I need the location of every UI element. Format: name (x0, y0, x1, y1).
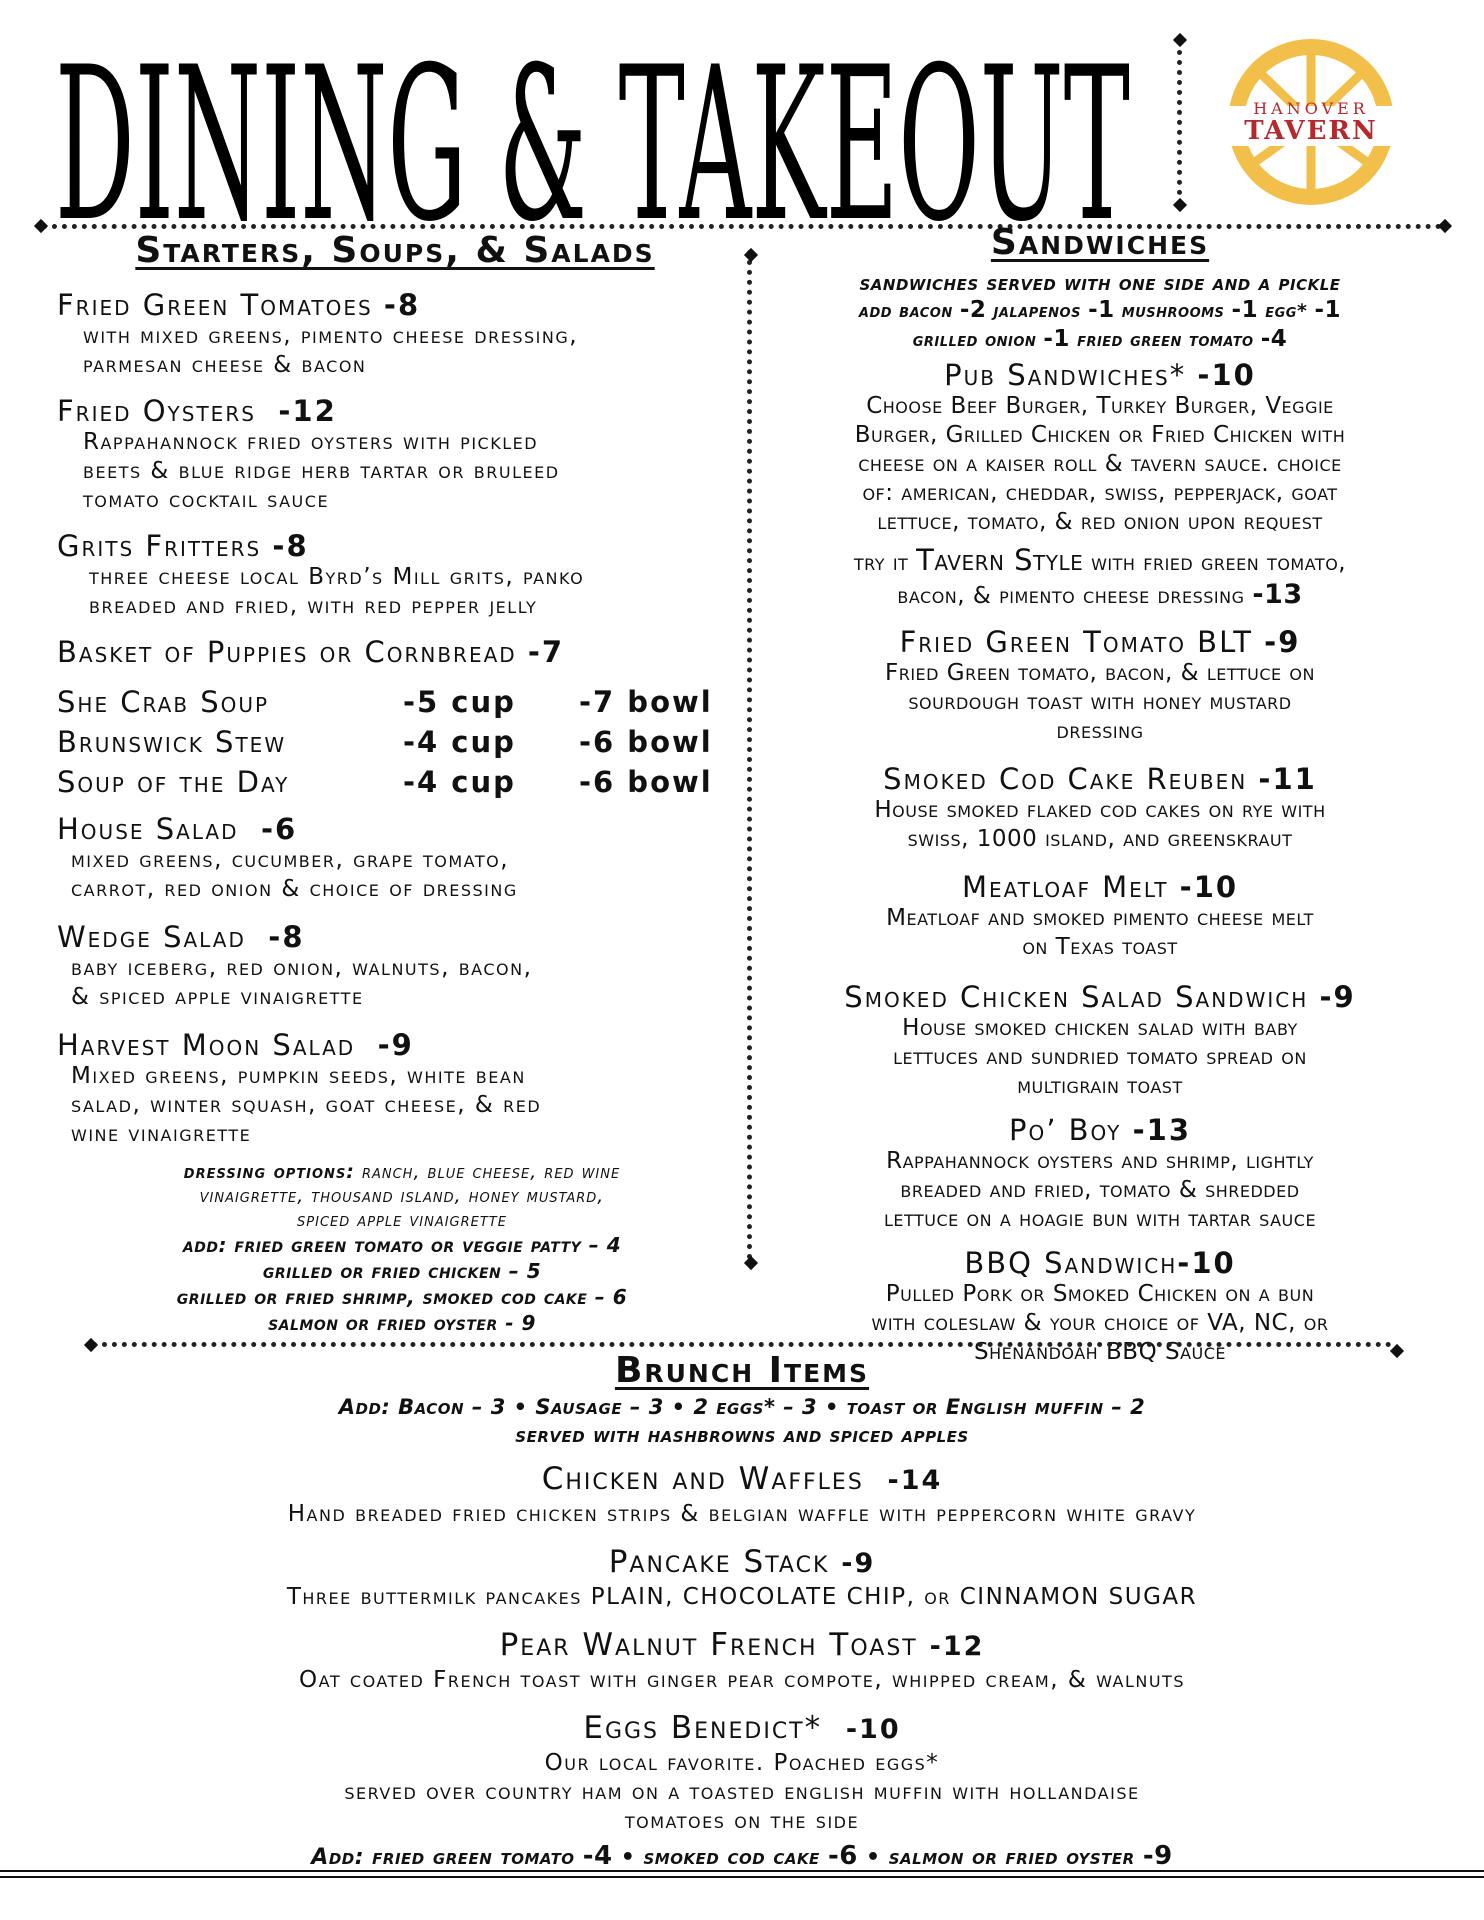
item-price: -13 (1132, 1113, 1192, 1147)
item-price: -9 (1264, 625, 1301, 659)
soup-bowl-price: -7 bowl (579, 685, 713, 719)
item-desc: carrot, red onion & choice of dressing (71, 876, 518, 902)
item-desc: Oat coated French toast with ginger pear compote, whipped cream, & walnuts (299, 1667, 1185, 1693)
soup-row (57, 762, 747, 802)
item-name: Basket of Puppies or Cornbread (57, 635, 517, 669)
item-desc: Rappahannock oysters and shrimp, lightly (886, 1148, 1314, 1174)
item-desc: served over country ham on a toasted english muffin with hollandaise (344, 1779, 1140, 1805)
bottom-rule (0, 1876, 1484, 1878)
item-price: -9 (841, 1548, 876, 1579)
soup-bowl-price: -6 bowl (579, 765, 713, 799)
menu-item-house-salad (57, 812, 747, 904)
item-desc: lettuce on a hoagie bun with tartar sauce (883, 1206, 1317, 1232)
item-desc: breaded and fried, with red pepper jelly (89, 593, 538, 619)
brunch-heading: Brunch Items (614, 1350, 870, 1391)
benedict-addons: Add: fried green tomato -4 • smoked cod cake -6 • salmon or fried oyster -9 (311, 1841, 1173, 1871)
soups-table (57, 682, 747, 802)
soup-row (57, 682, 747, 722)
item-desc: beets & blue ridge herb tartar or bruleed (83, 458, 560, 484)
item-name: Fried Green Tomatoes (57, 288, 373, 322)
item-desc: on Texas toast (1022, 934, 1178, 960)
item-desc: Burger, Grilled Chicken or Fried Chicken with (854, 422, 1346, 448)
item-price: -10 (1179, 870, 1239, 904)
item-name: Pear Walnut French Toast (499, 1627, 918, 1663)
item-price: -8 (383, 288, 421, 322)
menu-item-chicken-and-waffles (0, 1460, 1484, 1529)
divider-diamond (1438, 219, 1452, 233)
item-name: House Salad (57, 812, 239, 846)
menu-title-text: DINING & TAKEOUT (55, 30, 1130, 230)
item-desc: Hand breaded fried chicken strips & belgian waffle with peppercorn white gravy (287, 1501, 1197, 1527)
brunch-served-with: served with hashbrowns and spiced apples (515, 1423, 969, 1447)
menu-item-grits-fritters (57, 529, 747, 621)
item-name: Wedge Salad (57, 920, 246, 954)
soup-cup-price: -4 cup (403, 725, 516, 759)
menu-item-pub-sandwiches (760, 358, 1440, 537)
item-price: -8 (272, 529, 309, 563)
item-desc: baby iceberg, red onion, walnuts, bacon, (71, 955, 533, 981)
salad-addon-line: grilled or fried shrimp, smoked cod cake – 6 (176, 1285, 628, 1309)
starters-list (57, 288, 747, 683)
menu-item-eggs-benedict (0, 1709, 1484, 1836)
item-price: -14 (887, 1465, 943, 1496)
menu-item-wedge-salad (57, 920, 747, 1012)
brunch-intro (0, 1393, 1484, 1449)
sandwich-addons-2: grilled onion -1 fried green tomato -4 (912, 326, 1288, 352)
item-desc: wine vinaigrette (71, 1121, 252, 1147)
menu-item-pancake-stack (0, 1543, 1484, 1612)
item-desc: Rappahannock fried oysters with pickled (83, 429, 539, 455)
dressing-line: ranch, blue cheese, red wine (354, 1161, 621, 1183)
menu-item-cod-cake-reuben (760, 762, 1440, 854)
item-price: -6 (260, 812, 298, 846)
brunch-divider (92, 1342, 1392, 1347)
logo-text-top: HANOVER (1253, 99, 1369, 118)
menu-item-fgt-blt (760, 625, 1440, 746)
item-desc: mixed greens, cucumber, grape tomato, (71, 847, 510, 873)
item-desc: Fried Green tomato, bacon, & lettuce on (884, 660, 1315, 686)
item-price: -12 (278, 394, 337, 428)
item-desc: three cheese local Byrd’s Mill grits, panko (89, 564, 585, 590)
item-price: -7 (527, 635, 565, 669)
soup-row (57, 722, 747, 762)
soup-name: She Crab Soup (57, 685, 270, 719)
item-name: Smoked Chicken Salad Sandwich (844, 980, 1309, 1014)
item-desc: breaded and fried, tomato & shredded (900, 1177, 1300, 1203)
dressing-line: vinaigrette, thousand island, honey mustard, (199, 1185, 605, 1207)
item-price: -11 (1258, 762, 1317, 796)
item-desc: lettuces and sundried tomato spread on (893, 1044, 1307, 1070)
item-price: -12 (929, 1631, 985, 1662)
item-price: -10 (1197, 358, 1256, 392)
sandwich-intro (760, 270, 1440, 354)
menu-item-fried-oysters (57, 394, 747, 515)
item-desc: Pulled Pork or Smoked Chicken on a bun (885, 1281, 1315, 1307)
item-name: Harvest Moon Salad (57, 1028, 356, 1062)
item-name: Grits Fritters (57, 529, 262, 563)
divider-diamond (1173, 33, 1187, 47)
item-desc: & spiced apple vinaigrette (71, 984, 364, 1010)
item-price: -9 (1319, 980, 1356, 1014)
item-desc: Choose Beef Burger, Turkey Burger, Veggie (866, 393, 1334, 419)
item-desc: lettuce, tomato, & red onion upon request (877, 509, 1323, 535)
item-desc: Our local favorite. Poached eggs* (544, 1750, 940, 1776)
menu-title (55, 30, 1130, 230)
salad-addon-line: add: fried green tomato or veggie patty – 4 (182, 1233, 622, 1257)
sandwich-intro-line: sandwiches served with one side and a pickle (859, 271, 1341, 295)
item-desc: parmesan cheese & bacon (83, 352, 367, 378)
item-price: -9 (377, 1028, 414, 1062)
brunch-addons: Add: Bacon – 3 • Sausage – 3 • 2 eggs* – 3 • toast or English muffin – 2 (338, 1395, 1146, 1419)
item-price: -8 (268, 920, 305, 954)
starters-heading: Starters, Soups, & Salads (135, 230, 655, 271)
item-desc: multigrain toast (1017, 1073, 1183, 1099)
item-desc: House smoked chicken salad with baby (902, 1015, 1298, 1041)
brunch-list (0, 1460, 1484, 1874)
item-name: Fried Green Tomato BLT (899, 625, 1253, 659)
item-desc: Meatloaf and smoked pimento cheese melt (886, 905, 1314, 931)
soup-cup-price: -5 cup (403, 685, 516, 719)
item-desc: Three buttermilk pancakes PLAIN, CHOCOLATE CHIP, or CINNAMON SUGAR (286, 1584, 1198, 1610)
column-divider (747, 250, 752, 1260)
item-desc: Shenandoah BBQ Sauce (973, 1339, 1227, 1365)
menu-item-basket (57, 635, 747, 669)
item-desc: dressing (1056, 718, 1144, 744)
dressing-label: dressing options: (183, 1161, 355, 1183)
salad-addon-line: grilled or fried chicken – 5 (262, 1259, 542, 1283)
item-desc: tomato cocktail sauce (83, 487, 330, 513)
item-desc: with mixed greens, pimento cheese dressing, (83, 323, 579, 349)
item-name: Fried Oysters (57, 394, 256, 428)
item-name: Chicken and Waffles (541, 1461, 864, 1497)
salad-addon-line: salmon or fried oyster - 9 (268, 1311, 536, 1335)
item-desc: swiss, 1000 island, and greenskraut (907, 826, 1293, 852)
soup-name: Brunswick Stew (57, 725, 287, 759)
menu-item-fried-green-tomatoes (57, 288, 747, 380)
soup-bowl-price: -6 bowl (579, 725, 713, 759)
soup-name: Soup of the Day (57, 765, 290, 799)
item-name: Smoked Cod Cake Reuben (883, 762, 1248, 796)
item-price: -10 (845, 1714, 901, 1745)
item-desc: House smoked flaked cod cakes on rye with (874, 797, 1326, 823)
logo-text-bottom: TAVERN (1244, 116, 1378, 146)
menu-item-harvest-moon-salad (57, 1028, 747, 1149)
divider-diamond (34, 219, 48, 233)
item-name: Po’ Boy (1008, 1113, 1122, 1147)
menu-item-tavern-style: try it Tavern Style with fried green tomato, bacon, & pimento cheese dressing -13 (853, 543, 1347, 610)
divider-diamond (1173, 198, 1187, 212)
item-desc: sourdough toast with honey mustard (908, 689, 1292, 715)
item-desc: cheese on a kaiser roll & tavern sauce. choice (858, 451, 1342, 477)
menu-item-po-boy (760, 1113, 1440, 1234)
item-name: Eggs Benedict* (583, 1710, 823, 1746)
item-desc: tomatoes on the side (624, 1808, 860, 1834)
salad-addons (72, 1232, 732, 1336)
item-desc: Mixed greens, pumpkin seeds, white bean (71, 1063, 526, 1089)
item-name: Meatloaf Melt (961, 870, 1169, 904)
item-name: Pub Sandwiches* (944, 358, 1187, 392)
hanover-tavern-logo (1225, 36, 1397, 208)
menu-item-bbq-sandwich (760, 1246, 1440, 1367)
sandwich-addons-1: add bacon -2 jalapenos -1 mushrooms -1 egg* -1 (858, 297, 1342, 323)
item-name: Pancake Stack (608, 1544, 830, 1580)
menu-item-pear-walnut-french-toast (0, 1626, 1484, 1695)
item-desc: of: american, cheddar, swiss, pepperjack, goat (862, 480, 1338, 506)
menu-item-chicken-salad-sandwich (760, 980, 1440, 1101)
soup-cup-price: -4 cup (403, 765, 516, 799)
menu-item-meatloaf-melt (760, 870, 1440, 962)
item-name: BBQ Sandwich (964, 1246, 1178, 1280)
item-desc: with coleslaw & your choice of VA, NC, or (871, 1310, 1329, 1336)
item-desc: salad, winter squash, goat cheese, & red (71, 1092, 542, 1118)
bottom-rule (0, 1870, 1484, 1872)
dressing-options (72, 1160, 732, 1232)
dressing-line: spiced apple vinaigrette (297, 1209, 507, 1231)
item-price: -10 (1177, 1246, 1236, 1280)
salads-list (57, 812, 747, 1159)
sandwiches-heading: Sandwiches (990, 222, 1210, 263)
sandwiches-list (760, 358, 1440, 1367)
header-divider (1177, 40, 1182, 205)
